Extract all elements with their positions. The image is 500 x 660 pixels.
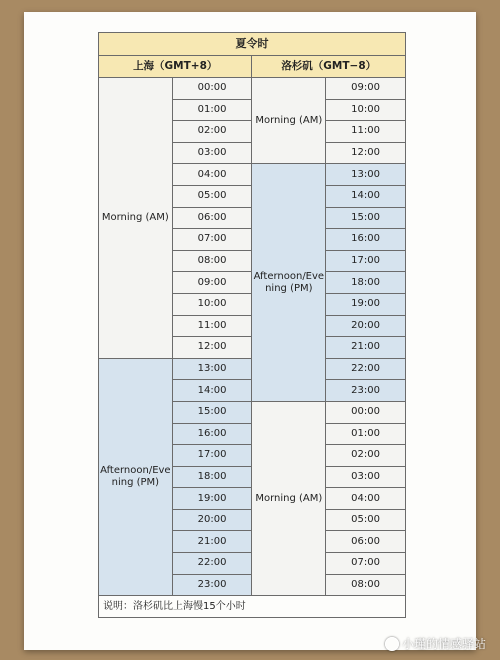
la-time-cell: 07:00 <box>326 553 406 575</box>
shanghai-time-cell: 19:00 <box>172 488 252 510</box>
timezone-table <box>98 32 406 618</box>
la-time-cell: 16:00 <box>326 229 406 251</box>
la-time-cell: 10:00 <box>326 99 406 121</box>
shanghai-time-cell: 04:00 <box>172 164 252 186</box>
la-time-cell: 12:00 <box>326 142 406 164</box>
shanghai-time-cell: 05:00 <box>172 185 252 207</box>
la-time-cell: 04:00 <box>326 488 406 510</box>
shanghai-time-cell: 17:00 <box>172 445 252 467</box>
la-time-cell: 15:00 <box>326 207 406 229</box>
shanghai-time-cell: 23:00 <box>172 574 252 596</box>
header-shanghai: 上海（GMT+8） <box>99 56 252 78</box>
la-time-cell: 22:00 <box>326 358 406 380</box>
la-time-cell: 21:00 <box>326 337 406 359</box>
shanghai-time-cell: 20:00 <box>172 509 252 531</box>
la-time-cell: 19:00 <box>326 293 406 315</box>
la-time-cell: 20:00 <box>326 315 406 337</box>
shanghai-time-cell: 13:00 <box>172 358 252 380</box>
la-time-cell: 17:00 <box>326 250 406 272</box>
la-time-cell: 05:00 <box>326 509 406 531</box>
shanghai-time-cell: 16:00 <box>172 423 252 445</box>
table-title: 夏令时 <box>99 33 406 56</box>
shanghai-time-cell: 12:00 <box>172 337 252 359</box>
la-pm-period: Afternoon/Evening (PM) <box>252 164 326 402</box>
table-row <box>99 78 406 100</box>
shanghai-time-cell: 14:00 <box>172 380 252 402</box>
shanghai-time-cell: 21:00 <box>172 531 252 553</box>
header-los-angeles: 洛杉矶（GMT−8） <box>252 56 406 78</box>
shanghai-time-cell: 07:00 <box>172 229 252 251</box>
la-time-cell: 18:00 <box>326 272 406 294</box>
shanghai-time-cell: 00:00 <box>172 78 252 100</box>
shanghai-time-cell: 02:00 <box>172 121 252 143</box>
shanghai-time-cell: 11:00 <box>172 315 252 337</box>
la-time-cell: 02:00 <box>326 445 406 467</box>
la-time-cell: 09:00 <box>326 78 406 100</box>
shanghai-pm-period: Afternoon/Evening (PM) <box>99 358 173 596</box>
shanghai-time-cell: 22:00 <box>172 553 252 575</box>
la-time-cell: 08:00 <box>326 574 406 596</box>
shanghai-am-period: Morning (AM) <box>99 78 173 359</box>
la-am-period-bottom: Morning (AM) <box>252 401 326 595</box>
la-time-cell: 00:00 <box>326 401 406 423</box>
shanghai-time-cell: 15:00 <box>172 401 252 423</box>
la-time-cell: 23:00 <box>326 380 406 402</box>
la-time-cell: 14:00 <box>326 185 406 207</box>
la-time-cell: 11:00 <box>326 121 406 143</box>
la-time-cell: 03:00 <box>326 466 406 488</box>
shanghai-time-cell: 08:00 <box>172 250 252 272</box>
la-time-cell: 06:00 <box>326 531 406 553</box>
shanghai-time-cell: 18:00 <box>172 466 252 488</box>
watermark-logo-icon <box>385 637 399 651</box>
watermark <box>385 635 486 652</box>
la-am-period-top: Morning (AM) <box>252 78 326 164</box>
shanghai-time-cell: 10:00 <box>172 293 252 315</box>
shanghai-time-cell: 06:00 <box>172 207 252 229</box>
footnote: 说明：洛杉矶比上海慢15个小时 <box>99 596 406 618</box>
watermark-text: 小瑾的情感驿站 <box>401 637 486 651</box>
shanghai-time-cell: 01:00 <box>172 99 252 121</box>
la-time-cell: 01:00 <box>326 423 406 445</box>
shanghai-time-cell: 09:00 <box>172 272 252 294</box>
la-time-cell: 13:00 <box>326 164 406 186</box>
shanghai-time-cell: 03:00 <box>172 142 252 164</box>
